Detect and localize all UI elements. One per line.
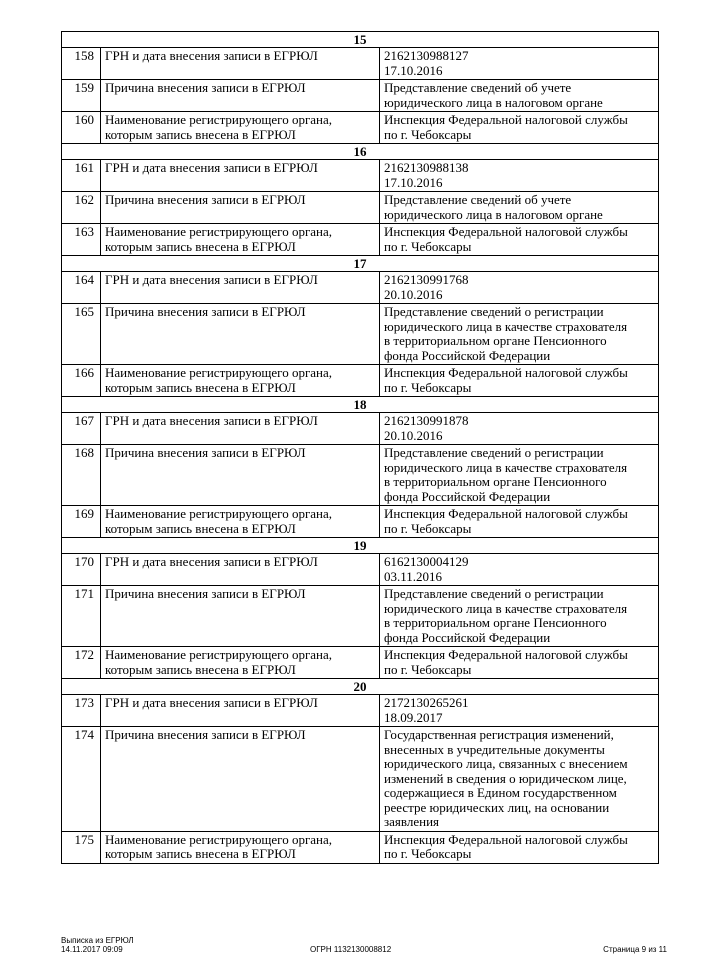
section-header-row	[62, 32, 659, 48]
field-value: 2162130991768 20.10.2016	[380, 272, 659, 304]
field-label: Наименование регистрирующего органа, которым запись внесена в ЕГРЮЛ	[101, 365, 380, 397]
field-value: Инспекция Федеральной налоговой службы по г. Чебоксары	[380, 831, 659, 863]
table-row	[62, 695, 659, 727]
section-header-row	[62, 256, 659, 272]
registry-table-body	[62, 32, 659, 864]
section-number: 17	[62, 256, 659, 272]
field-label: ГРН и дата внесения записи в ЕГРЮЛ	[101, 554, 380, 586]
row-number: 159	[62, 80, 101, 112]
table-row	[62, 647, 659, 679]
row-number: 166	[62, 365, 101, 397]
row-number: 158	[62, 48, 101, 80]
row-number: 172	[62, 647, 101, 679]
row-number: 170	[62, 554, 101, 586]
section-number: 19	[62, 538, 659, 554]
row-number: 162	[62, 192, 101, 224]
table-row	[62, 445, 659, 506]
table-row	[62, 365, 659, 397]
footer-document-info	[61, 936, 134, 954]
table-row	[62, 304, 659, 365]
table-row	[62, 831, 659, 863]
table-row	[62, 727, 659, 832]
registry-table	[61, 31, 659, 864]
field-label: Наименование регистрирующего органа, которым запись внесена в ЕГРЮЛ	[101, 506, 380, 538]
field-value: Представление сведений об учете юридического лица в налоговом органе	[380, 192, 659, 224]
field-value: Инспекция Федеральной налоговой службы по г. Чебоксары	[380, 365, 659, 397]
field-value: 6162130004129 03.11.2016	[380, 554, 659, 586]
row-number: 165	[62, 304, 101, 365]
section-number: 15	[62, 32, 659, 48]
footer-document-name: Выписка из ЕГРЮЛ	[61, 936, 134, 945]
row-number: 167	[62, 413, 101, 445]
section-number: 16	[62, 144, 659, 160]
field-value: Инспекция Федеральной налоговой службы по г. Чебоксары	[380, 112, 659, 144]
field-value: Представление сведений о регистрации юридического лица в качестве страхователя в территориальном органе Пенсионного фонда Российской Федерации	[380, 586, 659, 647]
field-value: 2172130265261 18.09.2017	[380, 695, 659, 727]
footer-document-datetime: 14.11.2017 09:09	[61, 945, 123, 954]
table-row	[62, 112, 659, 144]
row-number: 169	[62, 506, 101, 538]
field-value: Представление сведений о регистрации юридического лица в качестве страхователя в территориальном органе Пенсионного фонда Российской Федерации	[380, 304, 659, 365]
field-value: 2162130988138 17.10.2016	[380, 160, 659, 192]
row-number: 161	[62, 160, 101, 192]
section-header-row	[62, 538, 659, 554]
row-number: 160	[62, 112, 101, 144]
field-label: Причина внесения записи в ЕГРЮЛ	[101, 586, 380, 647]
row-number: 168	[62, 445, 101, 506]
table-row	[62, 192, 659, 224]
table-row	[62, 80, 659, 112]
section-header-row	[62, 679, 659, 695]
table-row	[62, 272, 659, 304]
field-value: Инспекция Федеральной налоговой службы по г. Чебоксары	[380, 224, 659, 256]
row-number: 164	[62, 272, 101, 304]
field-label: Наименование регистрирующего органа, которым запись внесена в ЕГРЮЛ	[101, 647, 380, 679]
table-row	[62, 506, 659, 538]
field-value: 2162130988127 17.10.2016	[380, 48, 659, 80]
field-value: Представление сведений об учете юридического лица в налоговом органе	[380, 80, 659, 112]
field-value: Представление сведений о регистрации юридического лица в качестве страхователя в территориальном органе Пенсионного фонда Российской Федерации	[380, 445, 659, 506]
field-value: 2162130991878 20.10.2016	[380, 413, 659, 445]
row-number: 173	[62, 695, 101, 727]
field-label: Наименование регистрирующего органа, которым запись внесена в ЕГРЮЛ	[101, 831, 380, 863]
field-label: Причина внесения записи в ЕГРЮЛ	[101, 192, 380, 224]
row-number: 175	[62, 831, 101, 863]
section-number: 20	[62, 679, 659, 695]
section-header-row	[62, 397, 659, 413]
field-label: Причина внесения записи в ЕГРЮЛ	[101, 304, 380, 365]
field-value: Инспекция Федеральной налоговой службы по г. Чебоксары	[380, 647, 659, 679]
table-row	[62, 413, 659, 445]
table-row	[62, 554, 659, 586]
footer-ogrn: ОГРН 1132130008812	[310, 945, 392, 954]
field-value: Государственная регистрация изменений, внесенных в учредительные документы юридического лица, связанных с внесением изменений в сведения о юридическом лице, содержащиеся в Едином государственном реестре юридических лиц, на основании заявления	[380, 727, 659, 832]
field-label: ГРН и дата внесения записи в ЕГРЮЛ	[101, 272, 380, 304]
field-label: ГРН и дата внесения записи в ЕГРЮЛ	[101, 48, 380, 80]
field-label: ГРН и дата внесения записи в ЕГРЮЛ	[101, 413, 380, 445]
field-label: Наименование регистрирующего органа, которым запись внесена в ЕГРЮЛ	[101, 224, 380, 256]
field-label: Причина внесения записи в ЕГРЮЛ	[101, 80, 380, 112]
field-label: Причина внесения записи в ЕГРЮЛ	[101, 727, 380, 832]
field-label: Наименование регистрирующего органа, которым запись внесена в ЕГРЮЛ	[101, 112, 380, 144]
row-number: 163	[62, 224, 101, 256]
row-number: 174	[62, 727, 101, 832]
section-header-row	[62, 144, 659, 160]
field-label: Причина внесения записи в ЕГРЮЛ	[101, 445, 380, 506]
row-number: 171	[62, 586, 101, 647]
table-row	[62, 586, 659, 647]
field-label: ГРН и дата внесения записи в ЕГРЮЛ	[101, 695, 380, 727]
table-row	[62, 160, 659, 192]
footer-page-number: Страница 9 из 11	[603, 945, 667, 954]
table-row	[62, 224, 659, 256]
section-number: 18	[62, 397, 659, 413]
field-label: ГРН и дата внесения записи в ЕГРЮЛ	[101, 160, 380, 192]
table-row	[62, 48, 659, 80]
field-value: Инспекция Федеральной налоговой службы по г. Чебоксары	[380, 506, 659, 538]
